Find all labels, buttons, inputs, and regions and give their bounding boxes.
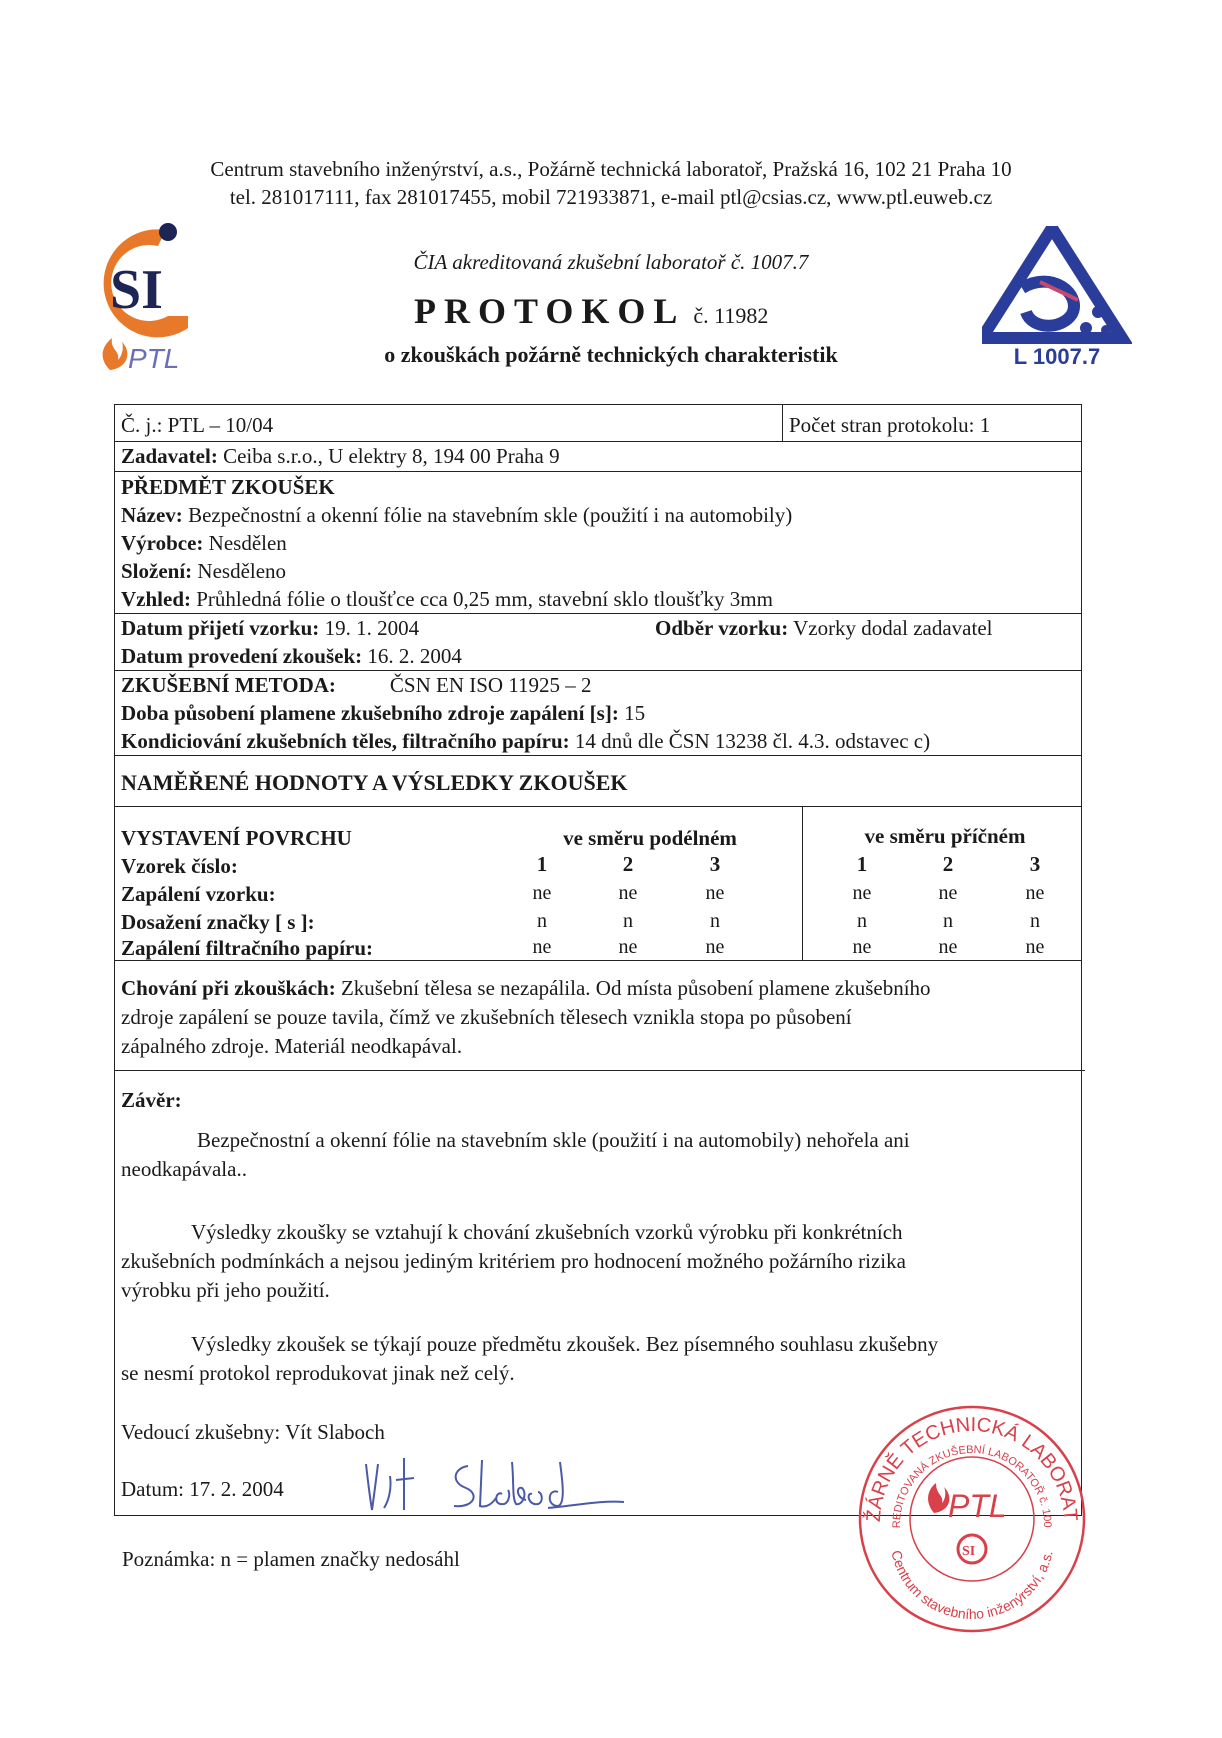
sample-number: 2 — [942, 852, 954, 876]
table-cell: ne — [852, 882, 872, 904]
subject-heading: PŘEDMĚT ZKOUŠEK — [121, 475, 335, 499]
lab-head: Vedoucí zkušebny: Vít Slaboch — [121, 1420, 385, 1444]
ptl-logo-text: PTL — [128, 343, 180, 374]
table-cell: n — [537, 910, 547, 932]
table-cell: ne — [1025, 936, 1045, 958]
table-cell: ne — [705, 882, 725, 904]
test-date: Datum provedení zkoušek: 16. 2. 2004 — [121, 644, 462, 668]
footnote: Poznámka: n = plamen značky nedosáhl — [122, 1547, 460, 1571]
table-cell: ne — [852, 936, 872, 958]
behavior-text: Chování při zkouškách: Zkušební tělesa se nezapálila. Od místa působení plamene zkušebního zdroje zapálení se pouze tavila, čímž ve zkušebních tělesech vznikla stopa po působení zápalného zdroje. Materiál neodkapával. — [121, 976, 931, 1058]
table-cell: ne — [618, 936, 638, 958]
table-cell: ne — [1025, 882, 1045, 904]
group-transverse: ve směru příčném — [864, 824, 1026, 848]
client-line: Zadavatel: Ceiba s.r.o., U elektry 8, 194 00 Praha 9 — [121, 444, 560, 468]
cia-accreditation-logo — [982, 226, 1132, 376]
table-row-label: Dosažení značky [ s ]: — [121, 910, 315, 934]
table-cell: ne — [705, 936, 725, 958]
table-cell: ne — [532, 936, 552, 958]
accreditation-code: L 1007.7 — [1013, 344, 1101, 369]
conclusion-paragraph: Bezpečnostní a okenní fólie na stavebním skle (použití i na automobily) nehořela ani neodkapávala.. — [121, 1128, 910, 1181]
protocol-title-block — [414, 290, 768, 332]
subject-name: Název: Bezpečnostní a okenní fólie na stavebním skle (použití i na automobily) — [121, 503, 793, 527]
protocol-subtitle: o zkouškách požárně technických charakteristik — [384, 342, 838, 367]
info-box — [114, 404, 1082, 756]
flame-duration: Doba působení plamene zkušebního zdroje zapálení [s]: 15 — [121, 701, 646, 725]
laboratory-stamp — [856, 1403, 1088, 1635]
stamp-inner-text: REDITOVANÁ ZKUŠEBNÍ LABORATOŘ č. 100 — [890, 1443, 1054, 1529]
protocol-title: PROTOKOL — [414, 291, 686, 331]
stamp-ring-text: ŽÁRNĚ TECHNICKÁ LABORAT — [862, 1413, 1082, 1523]
surface-label: VYSTAVENÍ POVRCHU — [121, 826, 352, 850]
subject-appearance: Vzhled: Průhledná fólie o tloušťce cca 0,25 mm, stavební sklo tloušťky 3mm — [121, 587, 773, 611]
protocol-number: č. 11982 — [693, 303, 769, 328]
results-table — [114, 806, 1082, 961]
table-cell: ne — [532, 882, 552, 904]
protocol-date: Datum: 17. 2. 2004 — [121, 1477, 284, 1501]
sample-number: 3 — [1029, 852, 1041, 876]
receipt-date: Datum přijetí vzorku: 19. 1. 2004 — [121, 616, 420, 640]
reference-number: Č. j.: PTL – 10/04 — [121, 413, 274, 437]
csi-logo-text: SI — [110, 259, 163, 321]
sample-number: 1 — [536, 852, 548, 876]
table-row-label: Zapálení vzorku: — [121, 882, 276, 906]
sample-number: 2 — [622, 852, 634, 876]
table-cell: n — [710, 910, 720, 932]
sample-number-label: Vzorek číslo: — [121, 854, 238, 878]
stamp-ptl-text: PTL — [948, 1488, 1007, 1524]
results-heading: NAMĚŘENÉ HODNOTY A VÝSLEDKY ZKOUŠEK — [121, 770, 628, 795]
conditioning: Kondiciování zkušebních těles, filtračního papíru: 14 dnů dle ČSN 13238 čl. 4.3. odstavec c) — [121, 729, 931, 753]
section-divider — [115, 1070, 1085, 1071]
page-count: Počet stran protokolu: 1 — [789, 413, 991, 437]
accreditation-line: ČIA akreditovaná zkušební laboratoř č. 1007.7 — [413, 250, 809, 274]
signature — [362, 1448, 632, 1528]
group-longitudinal: ve směru podélném — [563, 826, 737, 850]
table-row-label: Zapálení filtračního papíru: — [121, 936, 374, 960]
stamp-bottom-text: Centrum stavebního inženýrství, a.s. — [888, 1548, 1056, 1623]
table-cell: ne — [938, 882, 958, 904]
vertical-divider — [782, 405, 783, 441]
conclusion-label: Závěr: — [121, 1088, 182, 1112]
reproduction-paragraph: Výsledky zkoušek se týkají pouze předmětu zkoušek. Bez písemného souhlasu zkušebny se nesmí protokol reprodukovat jinak než celý. — [121, 1332, 939, 1385]
lab-contacts: tel. 281017111, fax 281017455, mobil 721933871, e-mail ptl@csias.cz, www.ptl.euweb.cz — [229, 185, 993, 209]
stamp-flame-icon — [928, 1483, 949, 1513]
sample-number: 1 — [856, 852, 868, 876]
table-cell: ne — [618, 882, 638, 904]
svg-text:SI: SI — [962, 1544, 976, 1559]
test-method: ZKUŠEBNÍ METODA: ČSN EN ISO 11925 – 2 — [121, 673, 592, 697]
sample-number: 3 — [709, 852, 721, 876]
subject-maker: Výrobce: Nesdělen — [121, 531, 287, 555]
subject-composition: Složení: Nesděleno — [121, 559, 287, 583]
lab-address: Centrum stavebního inženýrství, a.s., Požárně technická laboratoř, Pražská 16, 102 21 Praha 10 — [210, 157, 1012, 181]
table-cell: n — [623, 910, 633, 932]
results-heading-box — [114, 754, 1082, 807]
table-cell: ne — [938, 936, 958, 958]
table-cell: n — [857, 910, 867, 932]
disclaimer-paragraph: Výsledky zkoušky se vztahují k chování zkušebních vzorků výrobku při konkrétních zkušebních podmínkách a nejsou jediným kritériem pro hodnocení možného požárního rizika výrobku při jeho použití. — [121, 1220, 906, 1302]
table-cell: n — [1030, 910, 1040, 932]
sampling-info: Odběr vzorku: Vzorky dodal zadavatel — [655, 616, 993, 640]
table-cell: n — [943, 910, 953, 932]
